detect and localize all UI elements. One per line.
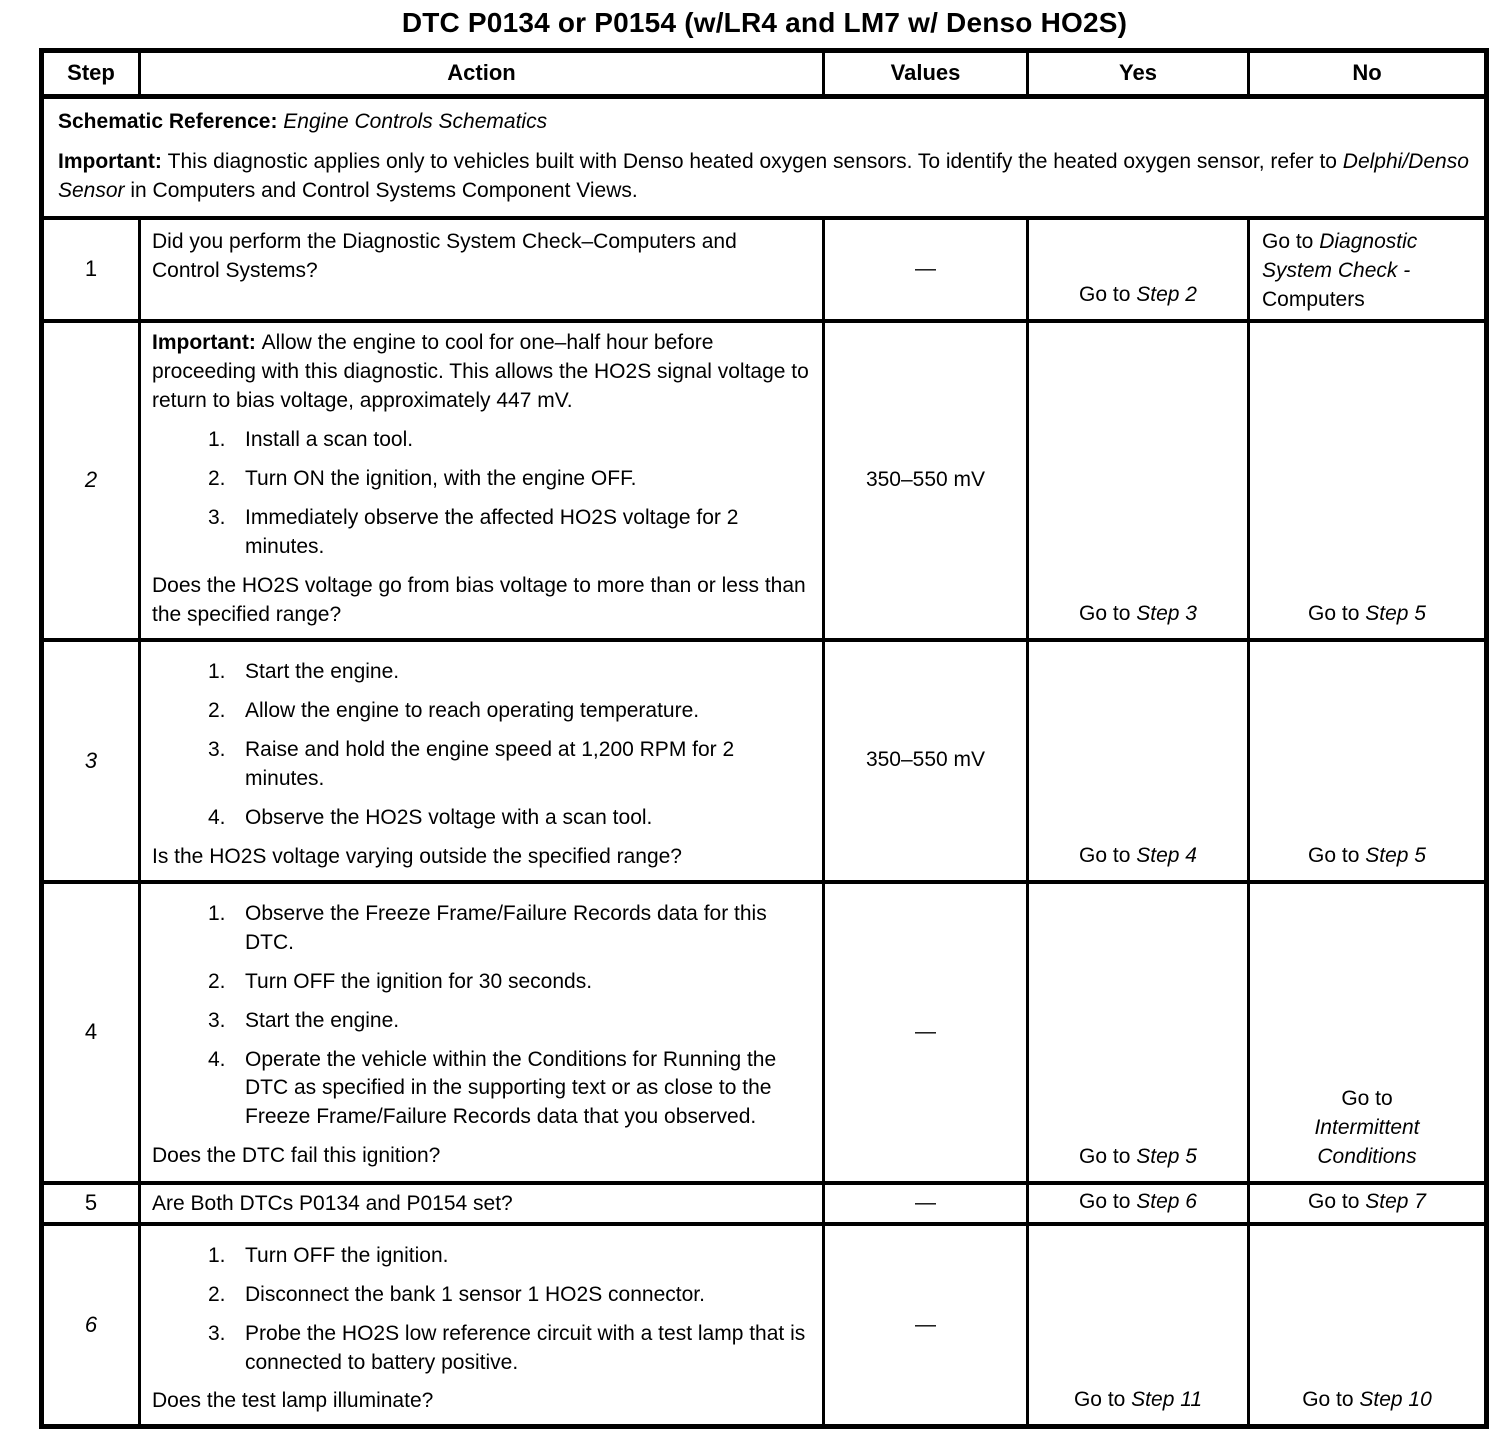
page-title: DTC P0134 or P0154 (w/LR4 and LM7 w/ Denso HO2S) <box>401 7 1128 38</box>
values-text: — <box>915 1312 936 1336</box>
action-cell <box>140 218 824 321</box>
values-text: 350–550 mV <box>865 467 986 491</box>
list-item-number: 1. <box>208 1243 226 1267</box>
action-cell <box>140 321 824 640</box>
list-item <box>208 658 810 687</box>
list-item <box>208 900 810 958</box>
text-segment: System Check - <box>1262 258 1411 282</box>
important-note <box>58 148 1470 206</box>
col-header-values: Values <box>824 51 1028 97</box>
text-segment: Go to <box>1308 1189 1366 1213</box>
list-item-number: 1. <box>208 901 226 925</box>
text-segment: Step 5 <box>1365 601 1426 625</box>
action-numbered-list <box>152 658 810 833</box>
list-item <box>208 804 810 833</box>
text-segment: Go to <box>1079 1144 1137 1168</box>
action-question <box>152 1142 810 1171</box>
text-segment: Go to <box>1308 601 1366 625</box>
list-item-number: 2. <box>208 1282 226 1306</box>
text-segment: Important: <box>58 149 168 173</box>
step-number-text: 1 <box>84 256 98 282</box>
list-item-number: 3. <box>208 1008 226 1032</box>
no-cell <box>1249 640 1487 882</box>
list-item-text: Disconnect the bank 1 sensor 1 HO2S connector. <box>245 1282 705 1306</box>
values-cell <box>824 1224 1028 1427</box>
action-question <box>152 572 810 630</box>
list-item-text: Observe the HO2S voltage with a scan tool. <box>245 805 653 829</box>
text-segment: Go to <box>1079 601 1137 625</box>
text-segment: Step 2 <box>1136 282 1197 306</box>
values-cell <box>824 882 1028 1183</box>
preamble-cell <box>42 97 1487 218</box>
step-number-text: 4 <box>84 1018 98 1044</box>
text-segment: Important: <box>152 330 262 354</box>
text-segment: Step 4 <box>1136 843 1197 867</box>
col-header-step: Step <box>42 51 140 97</box>
text-segment: Step 10 <box>1359 1388 1432 1412</box>
values-text: — <box>915 1190 936 1214</box>
text-segment: Go to <box>1308 843 1366 867</box>
text-segment: Go to <box>1302 1388 1360 1412</box>
yes-cell <box>1028 882 1249 1183</box>
table-row-step-5 <box>42 1183 1487 1224</box>
action-cell <box>140 882 824 1183</box>
list-item-text: Probe the HO2S low reference circuit with a test lamp that is connected to battery positive. <box>245 1321 806 1374</box>
text-segment: Did you perform the Diagnostic System Check–Computers and Control Systems? <box>152 229 737 282</box>
values-cell <box>824 321 1028 640</box>
list-item-number: 4. <box>208 805 226 829</box>
step-number <box>42 882 140 1183</box>
text-segment: Does the HO2S voltage go from bias voltage to more than or less than the specified range? <box>152 573 806 626</box>
text-segment: Are Both DTCs P0134 and P0154 set? <box>152 1191 513 1215</box>
list-item-text: Turn OFF the ignition. <box>245 1243 449 1267</box>
list-item <box>208 736 810 794</box>
action-question <box>152 843 810 872</box>
text-segment: Allow the engine to cool for one–half hour before proceeding with this diagnostic. This allows the HO2S signal voltage to return to bias voltage, approximately 447 mV. <box>152 330 809 412</box>
no-cell <box>1249 321 1487 640</box>
list-item <box>208 1320 810 1378</box>
text-segment: Go to <box>1079 1189 1137 1213</box>
list-item <box>208 968 810 997</box>
list-item-number: 1. <box>208 427 226 451</box>
step-number <box>42 1224 140 1427</box>
diagnostic-table <box>39 48 1489 1429</box>
list-item-text: Observe the Freeze Frame/Failure Records data for this DTC. <box>245 901 767 954</box>
action-numbered-list <box>152 900 810 1133</box>
list-item-text: Operate the vehicle within the Conditions for Running the DTC as specified in the supporting text or as close to the Freeze Frame/Failure Records data that you observed. <box>245 1047 777 1129</box>
yes-cell <box>1028 321 1249 640</box>
text-segment: Schematic Reference: <box>58 110 284 133</box>
yes-cell <box>1028 1224 1249 1427</box>
action-intro <box>152 329 810 416</box>
action-numbered-list <box>152 1242 810 1378</box>
step-number-text: 6 <box>84 1311 98 1337</box>
values-cell <box>824 218 1028 321</box>
col-header-action: Action <box>140 51 824 97</box>
yes-cell <box>1028 1183 1249 1224</box>
list-item <box>208 1007 810 1036</box>
text-segment: Step 5 <box>1365 843 1426 867</box>
action-numbered-list <box>152 426 810 562</box>
list-item-text: Start the engine. <box>245 1008 400 1032</box>
col-header-no: No <box>1249 51 1487 97</box>
list-item-text: Start the engine. <box>245 659 400 683</box>
list-item <box>208 465 810 494</box>
values-cell <box>824 640 1028 882</box>
table-row-step-4 <box>42 882 1487 1183</box>
list-item-number: 1. <box>208 659 226 683</box>
text-segment: Engine Controls Schematics <box>283 110 548 133</box>
text-segment: Go to <box>1079 282 1137 306</box>
list-item <box>208 697 810 726</box>
no-cell <box>1249 1183 1487 1224</box>
values-text: — <box>915 256 936 280</box>
yes-cell <box>1028 640 1249 882</box>
list-item-number: 3. <box>208 737 226 761</box>
text-segment: Go to <box>1341 1086 1393 1110</box>
text-segment: Step 3 <box>1136 601 1197 625</box>
list-item <box>208 1242 810 1271</box>
step-number <box>42 1183 140 1224</box>
list-item-number: 2. <box>208 698 226 722</box>
list-item <box>208 1046 810 1133</box>
list-item <box>208 1281 810 1310</box>
table-row-step-1 <box>42 218 1487 321</box>
yes-cell <box>1028 218 1249 321</box>
text-segment: Intermittent <box>1314 1115 1420 1139</box>
action-cell <box>140 1224 824 1427</box>
text-segment: This diagnostic applies only to vehicles built with Denso heated oxygen sensors. To identify the heated oxygen sensor, refer to <box>167 149 1343 173</box>
list-item-number: 4. <box>208 1047 226 1071</box>
no-cell <box>1249 218 1487 321</box>
text-segment: Go to <box>1262 229 1320 253</box>
col-header-yes: Yes <box>1028 51 1249 97</box>
list-item-number: 3. <box>208 505 226 529</box>
table-header-row <box>42 51 1487 97</box>
no-cell <box>1249 1224 1487 1427</box>
list-item <box>208 426 810 455</box>
step-number <box>42 218 140 321</box>
text-segment: Is the HO2S voltage varying outside the specified range? <box>152 844 682 868</box>
text-segment: Does the DTC fail this ignition? <box>152 1144 441 1168</box>
text-segment: Diagnostic <box>1319 229 1418 253</box>
action-cell <box>140 640 824 882</box>
step-number <box>42 321 140 640</box>
text-segment: Computers <box>1262 287 1365 311</box>
text-segment: Step 6 <box>1136 1189 1197 1213</box>
action-cell <box>140 1183 824 1224</box>
list-item-text: Allow the engine to reach operating temperature. <box>245 698 700 722</box>
action-question <box>152 1387 810 1416</box>
values-text: — <box>915 1019 936 1043</box>
step-number-text: 2 <box>84 467 98 493</box>
text-segment: Step 11 <box>1131 1388 1203 1412</box>
list-item <box>208 504 810 562</box>
table-row-step-6 <box>42 1224 1487 1427</box>
step-number <box>42 640 140 882</box>
list-item-number: 3. <box>208 1321 226 1345</box>
values-text: 350–550 mV <box>865 748 986 772</box>
action-question <box>152 1190 810 1219</box>
list-item-text: Install a scan tool. <box>245 427 414 451</box>
text-segment: Go to <box>1073 1388 1132 1412</box>
text-segment: in Computers and Control Systems Component Views. <box>124 178 638 202</box>
text-segment: Step 5 <box>1136 1144 1197 1168</box>
service-manual-page <box>0 7 1504 1429</box>
list-item-number: 2. <box>208 466 226 490</box>
list-item-text: Turn OFF the ignition for 30 seconds. <box>245 969 593 993</box>
list-item-text: Raise and hold the engine speed at 1,200 RPM for 2 minutes. <box>245 737 735 790</box>
list-item-text: Immediately observe the affected HO2S voltage for 2 minutes. <box>245 505 739 558</box>
text-segment: Conditions <box>1317 1144 1417 1168</box>
step-number-text: 5 <box>84 1189 98 1215</box>
step-number-text: 3 <box>84 747 98 773</box>
action-question <box>152 228 810 286</box>
list-item-text: Turn ON the ignition, with the engine OFF. <box>245 466 637 490</box>
schematic-reference <box>58 108 1470 137</box>
text-segment: Go to <box>1079 843 1137 867</box>
text-segment: Step 7 <box>1365 1189 1426 1213</box>
preamble-row <box>42 97 1487 218</box>
text-segment: Does the test lamp illuminate? <box>152 1389 434 1413</box>
table-row-step-3 <box>42 640 1487 882</box>
no-cell <box>1249 882 1487 1183</box>
table-row-step-2 <box>42 321 1487 640</box>
values-cell <box>824 1183 1028 1224</box>
list-item-number: 2. <box>208 969 226 993</box>
text-segment: Delphi/Denso Sensor <box>58 149 1469 202</box>
